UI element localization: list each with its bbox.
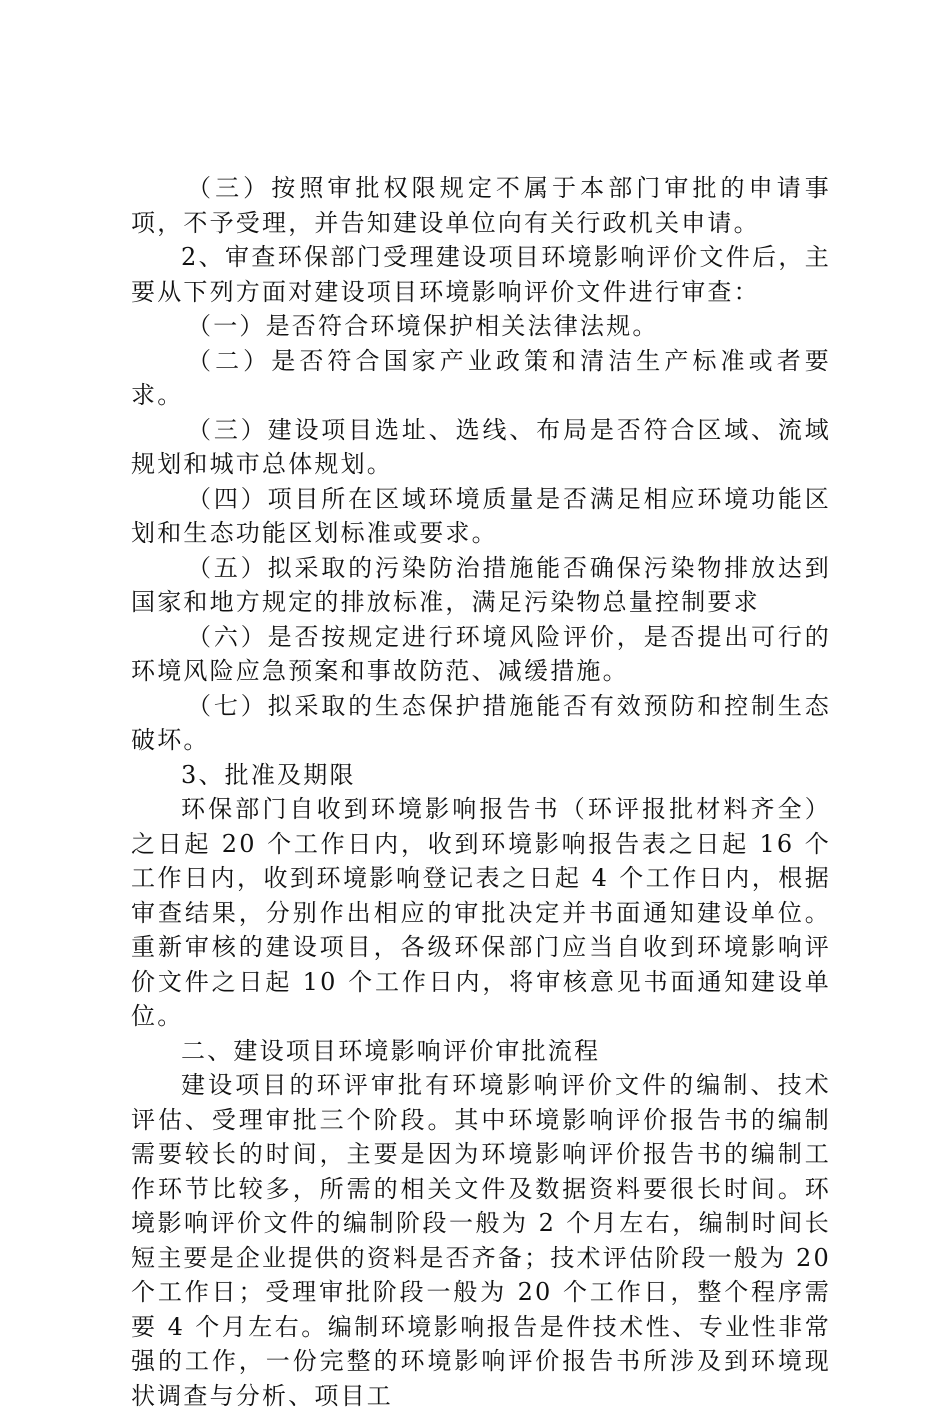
paragraph-item-seven: （七）拟采取的生态保护措施能否有效预防和控制生态破坏。 bbox=[131, 691, 831, 754]
paragraph-item-three-not-accepted: （三）按照审批权限规定不属于本部门审批的申请事项，不予受理，并告知建设单位向有关行政机关申请。 bbox=[131, 174, 831, 237]
paragraph-item-three: （三）建设项目选址、选线、布局是否符合区域、流域规划和城市总体规划。 bbox=[131, 415, 831, 478]
paragraph-review-heading: 2、审查环保部门受理建设项目环境影响评价文件后，主要从下列方面对建设项目环境影响评价文件进行审查： bbox=[131, 243, 831, 306]
paragraph-process-description: 建设项目的环评审批有环境影响评价文件的编制、技术评估、受理审批三个阶段。其中环境影响评价报告书的编制需要较长的时间，主要是因为环境影响评价报告书的编制工作环节比较多，所需的相关文件及数据资料要很长时间。环境影响评价文件的编制阶段一般为 2 个月左右，编制时间长短主要是企业提供的资料是否齐备；技术评估阶段一般为 20 个工作日；受理审批阶段一般为 20 个工作日，整个程序需要 4 个月左右。编制环境影响报告是件技术性、专业性非常强的工作，一份完整的环境影响评价报告书所涉及到环境现状调查与分析、项目工 bbox=[131, 1071, 831, 1410]
paragraph-item-one: （一）是否符合环境保护相关法律法规。 bbox=[187, 312, 659, 340]
paragraph-item-two: （二）是否符合国家产业政策和清洁生产标准或者要求。 bbox=[131, 346, 831, 409]
paragraph-item-six: （六）是否按规定进行环境风险评价，是否提出可行的环境风险应急预案和事故防范、减缓措施。 bbox=[131, 622, 831, 685]
paragraph-item-five: （五）拟采取的污染防治措施能否确保污染物排放达到国家和地方规定的排放标准，满足污染物总量控制要求 bbox=[131, 553, 831, 616]
document-body bbox=[131, 171, 831, 1413]
paragraph-item-four: （四）项目所在区域环境质量是否满足相应环境功能区划和生态功能区划标准或要求。 bbox=[131, 484, 831, 547]
paragraph-process-heading: 二、建设项目环境影响评价审批流程 bbox=[181, 1036, 601, 1065]
paragraph-approval-deadlines: 环保部门自收到环境影响报告书（环评报批材料齐全）之日起 20 个工作日内，收到环境影响报告表之日起 16 个工作日内，收到环境影响登记表之日起 4 个工作日内，根据审查结果，分别作出相应的审批决定并书面通知建设单位。重新审核的建设项目，各级环保部门应当自收到环境影响评价文件之日起 10 个工作日内，将审核意见书面通知建设单位。 bbox=[131, 795, 831, 1030]
paragraph-approval-heading: 3、批准及期限 bbox=[181, 760, 356, 789]
